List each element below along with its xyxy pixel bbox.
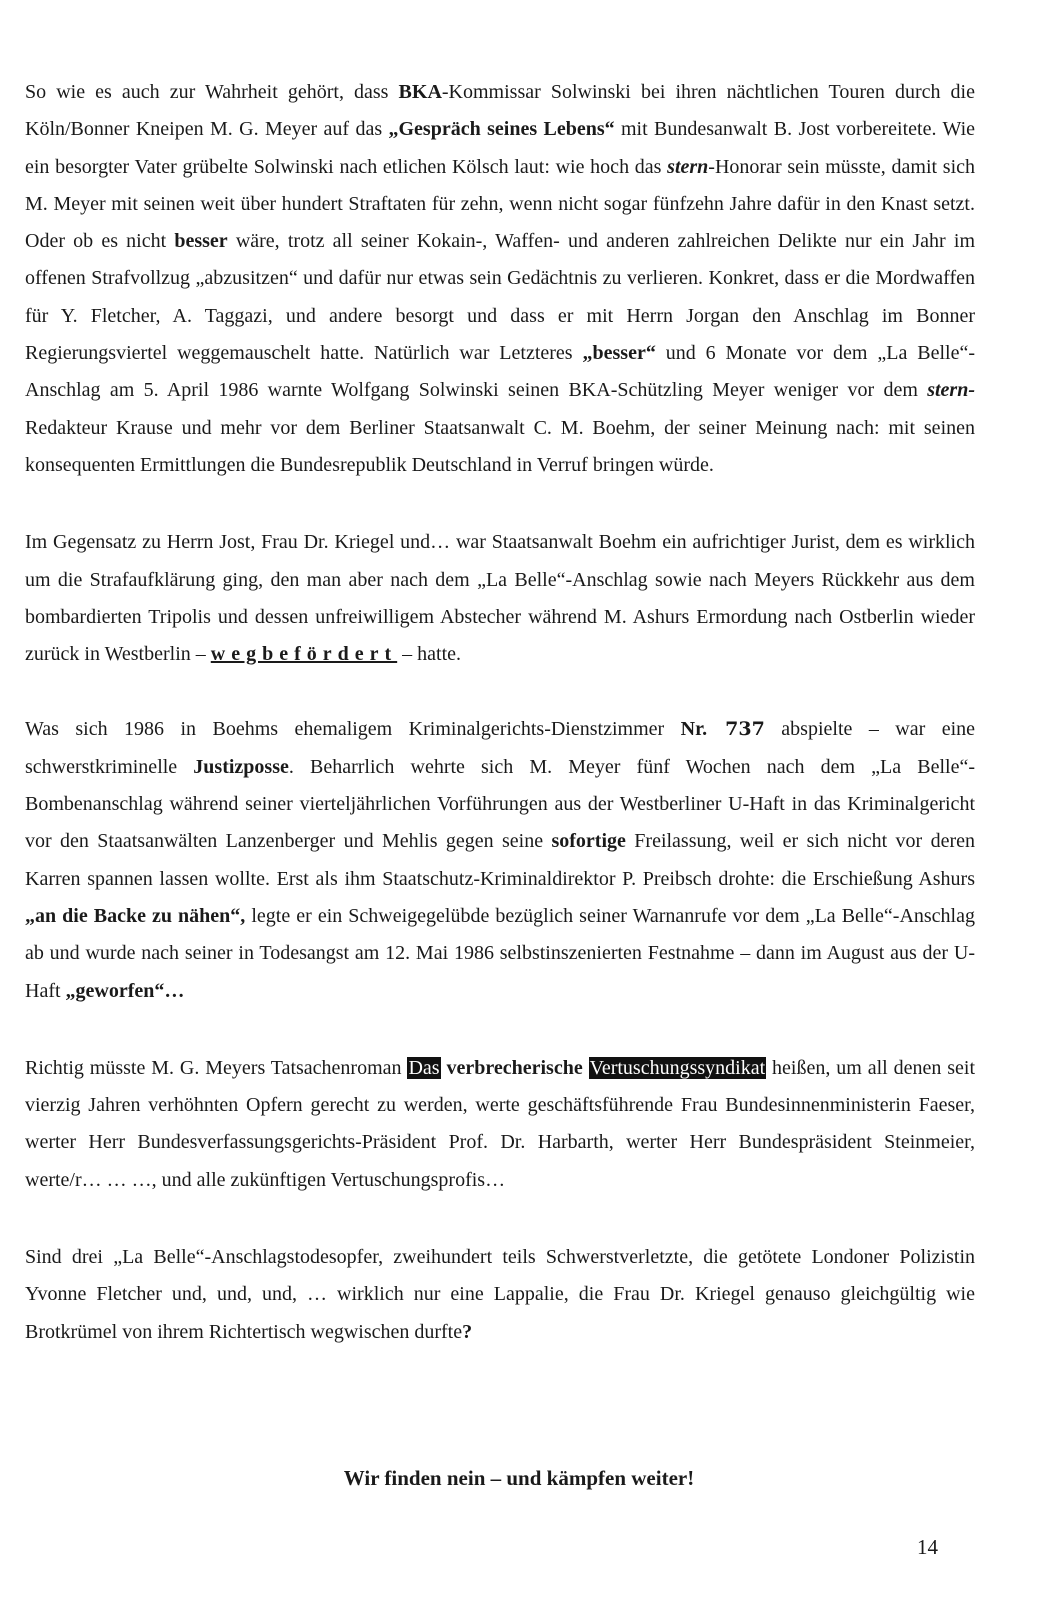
- text-run: – hatte.: [397, 643, 462, 666]
- closing-statement: Wir finden nein – und kämpfen weiter!: [343, 1466, 695, 1490]
- document-page: [25, 74, 975, 1351]
- text-run: heißen, um all denen seit vierzig Jahren verhöhnten Opfern gerecht zu werden, werte geschäftsführende Frau Bundesinnenministerin Faeser, werter Herr Bundesverfassungsgerichts-Präsident Prof. Dr. Harbarth, werter Herr Bundespräsident Steinmeier, werte/r… … …, und alle zukünftigen Vertuschungsprofis…: [25, 1056, 976, 1191]
- text-run: . Beharrlich wehrte sich M. Meyer fünf Wochen nach dem „La Belle“-Bombenanschlag während seiner vierteljährlichen Vorführungen aus der Westberliner U-Haft in das Kriminalgericht vor den Staatsanwälten Lanzenberger und Mehlis gegen seine: [25, 755, 975, 853]
- bold-italic-stern: stern: [667, 155, 709, 178]
- paragraph-bka-solwinski: [25, 74, 975, 484]
- text-run: [583, 1057, 589, 1079]
- bold-backe: „an die Backe zu nähen“,: [25, 904, 246, 927]
- text-run: Richtig müsste M. G. Meyers Tatsachenroman: [25, 1056, 408, 1079]
- text-run: legte er ein Schweigegelübde bezüglich seiner Warnanrufe vor dem „La Belle“-Anschlag ab und wurde nach seiner in Todesangst am 12. Mai 1986 selbstinszenierten Festnahme – dann im August aus der U-Haft: [25, 904, 975, 1002]
- text-run: Redakteur Krause und mehr vor dem Berliner Staatsanwalt C. M. Boehm, der seiner Meinung nach: mit seinen konsequenten Ermittlungen die Bundesrepublik Deutschland in Verruf bringen würde.: [25, 416, 975, 476]
- paragraph-tatsachenroman: [25, 1050, 975, 1199]
- text-run: Sind drei „La Belle“-Anschlagstodesopfer, zweihundert teils Schwerstverletzte, die getötete Londoner Polizistin Yvonne Fletcher und, und, und, … wirklich nur eine Lappalie, die Frau Dr. Kriegel genauso gleichgültig wie Brotkrümel von ihrem Richtertisch wegwischen durfte: [25, 1246, 975, 1343]
- bold-sofortige: sofortige: [551, 830, 626, 853]
- highlight-vertuschungssyndikat: Vertuschungssyndikat: [589, 1056, 766, 1079]
- bold-geworfen: „geworfen“…: [65, 979, 185, 1002]
- bold-italic-stern: stern-: [927, 379, 975, 402]
- text-run: Was sich 1986 in Boehms ehemaligem Kriminalgerichts-Dienstzimmer: [25, 718, 681, 741]
- bold-justizposse: Justizposse: [193, 755, 289, 778]
- text-run: Freilassung, weil er sich nicht vor deren Karren spannen lassen wollte. Erst als ihm Staatschutz-Kriminaldirektor P. Preibsch drohte: die Erschießung Ashurs: [25, 830, 976, 890]
- text-run: mit Bundesanwalt B. Jost vorbereitete. Wie ein besorgter Vater grübelte Solwinski nach etlichen Kölsch laut: wie hoch das: [25, 118, 975, 178]
- paragraph-boehm: [25, 524, 975, 673]
- bold-gespraech: „Gespräch seines Lebens“: [388, 118, 615, 141]
- highlight-das: Das: [408, 1056, 440, 1079]
- text-run: -Honorar sein müsste, damit sich M. Meyer mit seinen weit über hundert Straftaten für zehn, wenn nicht sogar fünfzehn Jahre dafür in den Knast setzt. Oder ob es nicht: [25, 155, 976, 253]
- page-number: 14: [917, 1535, 938, 1559]
- bold-besser: besser: [174, 230, 228, 253]
- text-run: -Kommissar Solwinski bei ihren nächtlichen Touren durch die Köln/Bonner Kneipen M. G. Meyer auf das: [25, 81, 975, 141]
- bold-nr: Nr.: [680, 718, 708, 741]
- text-run: wäre, trotz all seiner Kokain-, Waffen- und anderen zahlreichen Delikte nur ein Jahr im offenen Strafvollzug „abzusitzen“ und dafür nur etwas sein Gedächtnis zu verlieren. Konkret, dass er die Mordwaffen für Y. Fletcher, A. Taggazi, und andere besorgt und dass er mit Herrn Jorgan den Anschlag im Bonner Regierungsviertel weggemauschelt hatte. Natürlich war Letzteres: [25, 230, 975, 365]
- room-number: 737: [707, 718, 765, 741]
- bold-verbrecherische: verbrecherische: [446, 1056, 583, 1079]
- paragraph-opfer: [25, 1239, 975, 1351]
- bold-bka: BKA: [398, 81, 442, 103]
- text-run: So wie es auch zur Wahrheit gehört, dass: [25, 81, 399, 103]
- bold-besser-quoted: „besser“: [582, 342, 656, 365]
- text-run: und 6 Monate vor dem „La Belle“-Anschlag am 5. April 1986 warnte Wolfgang Solwinski seinen BKA-Schützling Meyer weniger vor dem: [25, 342, 975, 402]
- text-run: abspielte – war eine schwerstkriminelle: [25, 718, 976, 778]
- text-run: Im Gegensatz zu Herrn Jost, Frau Dr. Kriegel und… war Staatsanwalt Boehm ein aufrichtiger Jurist, dem es wirklich um die Strafaufklärung ging, den man aber nach dem „La Belle“-Anschlag sowie nach Meyers Rückkehr aus dem bombardierten Tripolis und dessen unfreiwilligem Abstecher während M. Ashurs Ermordung nach Ostberlin wieder zurück in Westberlin –: [25, 531, 975, 666]
- paragraph-justizposse: [25, 711, 975, 1009]
- bold-question-mark: ?: [462, 1320, 473, 1343]
- underlined-wegbefoerdert: wegbefördert: [210, 643, 398, 666]
